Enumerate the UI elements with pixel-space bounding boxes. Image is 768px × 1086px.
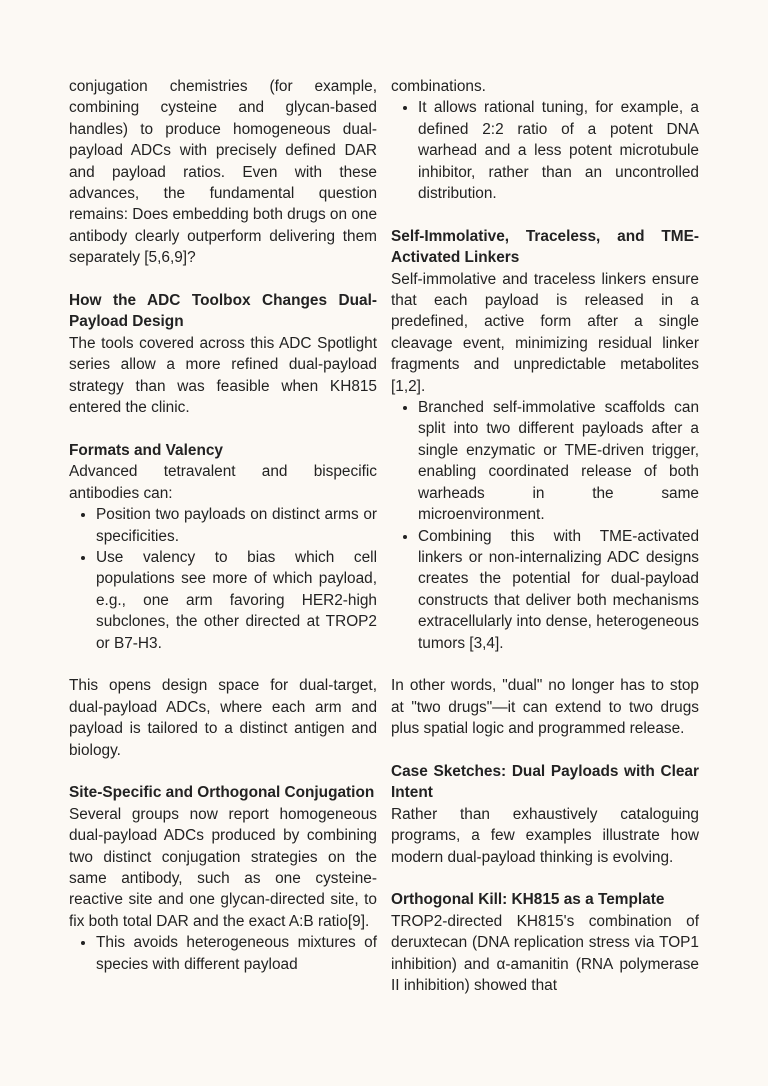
linkers-paragraph: Self-immolative and traceless linkers ensure that each payload is released in a predefined, active form after a single cleavage event, minimizing residual linker fragments and unpredictable metabolites [1,2]. — [391, 270, 699, 395]
intro-paragraph: conjugation chemistries (for example, combining cysteine and glycan-based handles) to produce homogeneous dual-payload ADCs with precisely defined DAR and payload ratios. Even with these advances, the fundamental question remains: Does embedding both drugs on one antibody clearly outperform delivering them separately [5,6,9]? — [69, 78, 378, 267]
formats-heading: Formats and Valency — [69, 441, 223, 459]
list-item: • Use valency to bias which cell populations see more of which payload, e.g., one arm favoring HER2-high subclones, the other directed at TROP2 or B7-H3. — [96, 547, 377, 654]
case-sketches-paragraph: Rather than exhaustively cataloguing programs, a few examples illustrate how modern dual-payload thinking is evolving. — [391, 805, 699, 866]
ratio-list — [391, 97, 699, 204]
linkers-list — [391, 397, 699, 654]
orthogonal-kill-heading: Orthogonal Kill: KH815 as a Template — [391, 891, 665, 909]
orthogonal-kill-paragraph: TROP2-directed KH815's combination of deruxtecan (DNA replication stress via TOP1 inhibition) and α-amanitin (RNA polymerase II inhibition) showed that — [391, 912, 699, 994]
other-words-paragraph: In other words, "dual" no longer has to stop at "two drugs"—it can extend to two drugs plus spatial logic and programmed release. — [391, 677, 699, 738]
list-item: • This avoids heterogeneous mixtures of species with different payload — [96, 932, 377, 975]
site-specific-list — [69, 932, 377, 975]
continued-text: combinations. — [391, 78, 486, 95]
list-item: • Combining this with TME-activated linkers or non-internalizing ADC designs creates the potential for dual-payload constructs that deliver both mechanisms extracellularly into dense, heterogeneous tumors [3,4]. — [418, 526, 699, 654]
list-item: • Branched self-immolative scaffolds can split into two different payloads after a single enzymatic or TME-driven trigger, enabling coordinated release of both warheads in the same microenvironment. — [418, 397, 699, 525]
left-column — [69, 76, 377, 975]
list-item: • It allows rational tuning, for example, a defined 2:2 ratio of a potent DNA warhead and a less potent microtubule inhibitor, rather than an uncontrolled distribution. — [418, 97, 699, 204]
site-specific-paragraph: Several groups now report homogeneous dual-payload ADCs produced by combining two distinct conjugation strategies on the same antibody, such as one cysteine-reactive site and one glycan-directed site, to fix both total DAR and the exact A:B ratio[9]. — [69, 805, 377, 930]
toolbox-paragraph: The tools covered across this ADC Spotlight series allow a more refined dual-payload strategy than was feasible when KH815 entered the clinic. — [69, 334, 377, 417]
design-space-paragraph: This opens design space for dual-target, dual-payload ADCs, where each arm and payload is tailored to a distinct antigen and biology. — [69, 677, 377, 759]
list-item: • Position two payloads on distinct arms or specificities. — [96, 504, 377, 547]
case-sketches-heading: Case Sketches: Dual Payloads with Clear Intent — [391, 762, 699, 802]
formats-paragraph: Advanced tetravalent and bispecific antibodies can: — [69, 463, 377, 502]
formats-list — [69, 504, 377, 654]
linkers-heading: Self-Immolative, Traceless, and TME-Activated Linkers — [391, 227, 699, 267]
right-column — [391, 76, 699, 996]
site-specific-heading: Site-Specific and Orthogonal Conjugation — [69, 784, 375, 802]
toolbox-heading: How the ADC Toolbox Changes Dual-Payload Design — [69, 292, 377, 331]
